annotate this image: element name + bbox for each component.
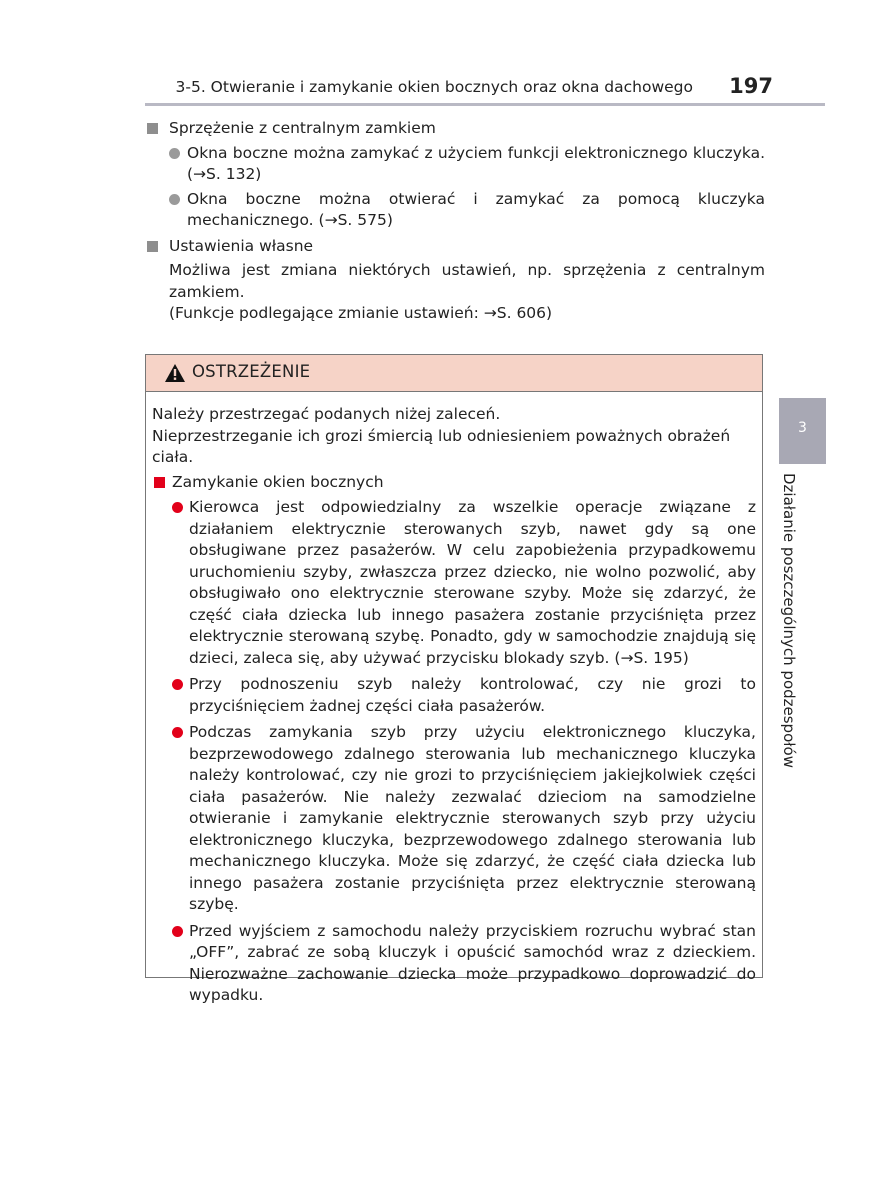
- warning-section-heading: [152, 472, 756, 494]
- section-title: Sprzężenie z centralnym zamkiem: [169, 119, 436, 137]
- warning-item-text: Podczas zamykania szyb przy użyciu elektronicznego kluczyka, bezprzewodowego zdalnego sterowania lub mechanicznego kluczyka należy kontrolować, czy nie grozi to przyciśnięciem jakiejkolwiek części ciała pasażerów. Nie należy zezwalać dzieciom na samodzielne otwieranie i zamykanie elektrycznie sterowanych szyb przy użyciu elektronicznego kluczyka, bezprzewodowego zdalnego sterowania lub mechanicznego kluczyka. Może się zdarzyć, że część ciała dziecka lub innego pasażera zostanie przyciśnięta przez elektrycznie sterowaną szybę.: [189, 723, 756, 913]
- list-item-text: Okna boczne można otwierać i zamykać za pomocą kluczyka mechanicznego. (→S. 575): [187, 189, 765, 229]
- section-heading: [145, 118, 765, 140]
- warning-title: OSTRZEŻENIE: [192, 362, 311, 381]
- red-bullet-icon: [172, 727, 183, 738]
- warning-header: [146, 355, 762, 392]
- red-square-bullet-icon: [154, 477, 165, 488]
- round-bullet-icon: [169, 148, 180, 159]
- red-bullet-icon: [172, 926, 183, 937]
- list-item-text: Okna boczne można zamykać z użyciem funkcji elektronicznego kluczyka. (→S. 132): [187, 143, 765, 183]
- square-bullet-icon: [147, 123, 158, 134]
- warning-list-item: [152, 497, 756, 669]
- section-title: Ustawienia własne: [169, 236, 314, 255]
- warning-item-text: Przy podnoszeniu szyb należy kontrolować, czy nie grozi to przyciśnięciem żadnej części ciała pasażerów.: [189, 675, 756, 715]
- chapter-side-label-text: Działanie poszczególnych podzespołów: [780, 473, 798, 768]
- page-header: [145, 76, 825, 102]
- warning-section-title: Zamykanie okien bocznych: [172, 472, 384, 491]
- page-number: 197: [729, 74, 773, 98]
- warning-list-item: [152, 921, 756, 1007]
- warning-triangle-icon: [164, 363, 186, 383]
- section-heading: [145, 236, 765, 258]
- warning-list-item: [152, 674, 756, 717]
- section-paragraphs: [145, 260, 765, 325]
- chapter-side-label: [780, 473, 802, 793]
- warning-intro: Należy przestrzegać podanych niżej zaleceń.: [152, 405, 501, 423]
- warning-item-text: Przed wyjściem z samochodu należy przyciskiem rozruchu wybrać stan „OFF”, zabrać ze sobą kluczyk i opuścić samochód wraz z dzieckiem. Nierozważne zachowanie dziecka może przypadkowo doprowadzić do wypadku.: [189, 921, 756, 1004]
- warning-body: [146, 392, 762, 1007]
- round-bullet-icon: [169, 194, 180, 205]
- chapter-tab: [779, 398, 826, 464]
- chapter-tab-number: 3: [798, 420, 807, 436]
- list-item: [145, 189, 765, 232]
- warning-list-item: [152, 722, 756, 916]
- header-divider: [145, 103, 825, 106]
- red-bullet-icon: [172, 679, 183, 690]
- list-item: [145, 143, 765, 186]
- main-content: [145, 118, 765, 325]
- warning-item-text: Kierowca jest odpowiedzialny za wszelkie operacje związane z działaniem elektrycznie sterowanych szyb, nawet gdy są one obsługiwane przez pasażerów. W celu zapobieżenia przypadkowemu uruchomieniu szyby, zwłaszcza przez dziecko, nie wolno pozwolić, aby obsługiwało ono elektrycznie sterowane szyby. Może się zdarzyć, że część ciała dziecka lub innego pasażera zostanie przyciśnięta przez elektrycznie sterowaną szybę. Ponadto, gdy w samochodzie znajdują się dzieci, zaleca się, aby używać przycisku blokady szyb. (→S. 195): [189, 498, 756, 667]
- bullet-list: [145, 143, 765, 232]
- square-bullet-icon: [147, 241, 158, 252]
- red-bullet-icon: [172, 502, 183, 513]
- warning-intro: Nieprzestrzeganie ich grozi śmiercią lub odniesieniem poważnych obrażeń ciała.: [152, 426, 731, 466]
- paragraph: Możliwa jest zmiana niektórych ustawień, np. sprzężenia z centralnym zamkiem.: [169, 261, 765, 301]
- warning-box: [145, 354, 763, 1004]
- chapter-title: 3-5. Otwieranie i zamykanie okien bocznych oraz okna dachowego: [175, 78, 693, 96]
- paragraph: (Funkcje podlegające zmianie ustawień: →S. 606): [169, 304, 553, 322]
